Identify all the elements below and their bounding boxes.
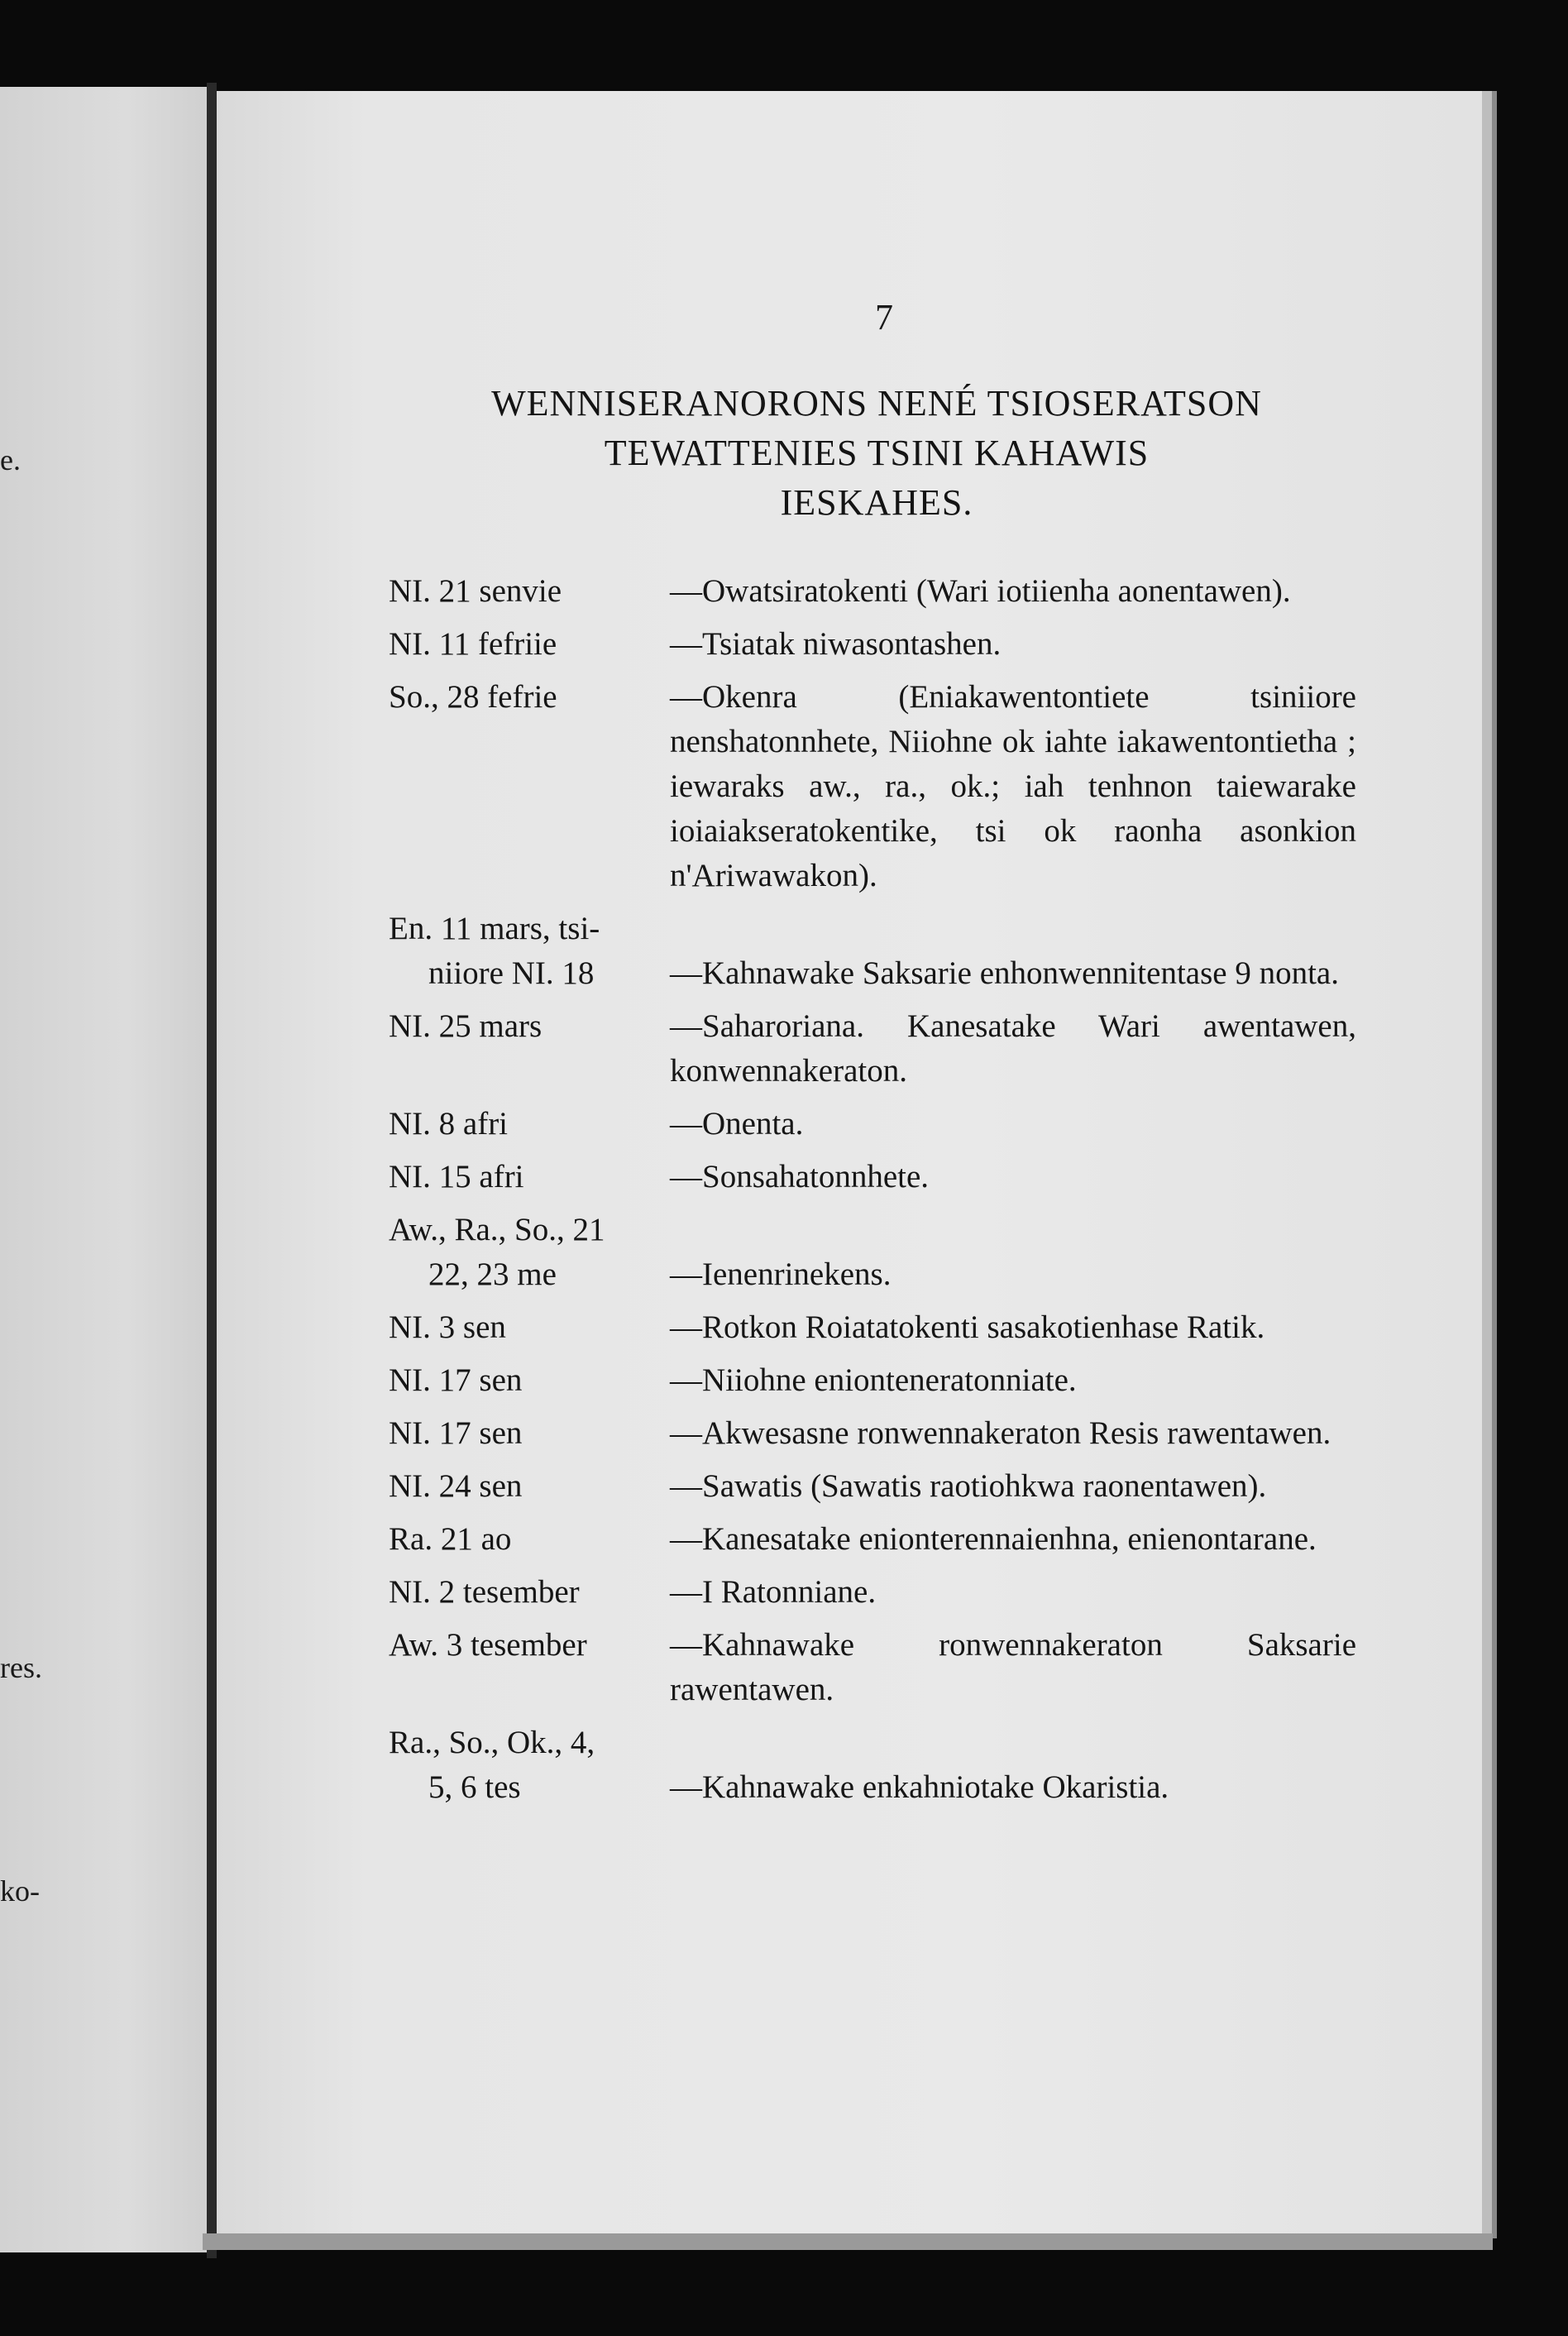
left-page bbox=[0, 87, 214, 2252]
page-number: 7 bbox=[875, 297, 893, 337]
entry-date: Ra. 21 ao bbox=[389, 1521, 512, 1557]
entry-date: NI. 2 tesember bbox=[389, 1574, 580, 1610]
calendar-entry bbox=[389, 907, 1356, 996]
entry-date: NI. 21 senvie bbox=[389, 573, 562, 609]
entry-date: NI. 25 mars bbox=[389, 1008, 543, 1044]
calendar-entry bbox=[389, 1517, 1356, 1562]
title-line: IESKAHES. bbox=[780, 482, 973, 523]
entry-description: —Niiohne enionteneratonniate. bbox=[670, 1362, 1077, 1398]
entry-date: NI. 11 fefriie bbox=[389, 626, 557, 662]
entry-date-line: Ra., So., Ok., 4, bbox=[389, 1725, 595, 1760]
entry-description: —Okenra (Eniakawentontiete tsiniiore nenshatonnhete, Niiohne ok iahte iakawentontietha ; iewaraks aw., ra., ok.; iah tenhnon taiewarake ioiaiakseratokentike, tsi ok raonha asonkion n'Ariwawakon). bbox=[670, 679, 1356, 893]
calendar-entry bbox=[389, 1102, 1356, 1146]
entry-description: —Saharoriana. Kanesatake Wari awentawen, konwennakeraton. bbox=[670, 1008, 1356, 1089]
left-page-fragment: e. bbox=[0, 443, 21, 476]
entry-description: —Onenta. bbox=[670, 1106, 804, 1142]
title-line: TEWATTENIES TSINI KAHAWIS bbox=[604, 433, 1150, 473]
entry-description: —Tsiatak niwasontashen. bbox=[670, 626, 1002, 662]
entry-date: NI. 3 sen bbox=[389, 1309, 506, 1345]
calendar-entry bbox=[389, 1305, 1356, 1350]
calendar-entry bbox=[389, 1208, 1356, 1297]
calendar-entry bbox=[389, 622, 1356, 667]
calendar-entry bbox=[389, 569, 1356, 614]
entry-description: —Ienenrinekens. bbox=[670, 1257, 892, 1292]
calendar-entry bbox=[389, 1155, 1356, 1199]
calendar-entry bbox=[389, 1004, 1356, 1094]
entry-date-line: Aw., Ra., So., 21 bbox=[389, 1212, 605, 1247]
entry-description: —Sonsahatonnhete. bbox=[670, 1159, 930, 1194]
entry-date-line: 5, 6 tes bbox=[428, 1769, 521, 1805]
calendar-entry bbox=[389, 1623, 1356, 1712]
entry-description: —Rotkon Roiatatokenti sasakotienhase Ratik. bbox=[670, 1309, 1265, 1345]
left-page-fragment: ko- bbox=[0, 1874, 40, 1908]
entry-date: NI. 8 afri bbox=[389, 1106, 509, 1142]
calendar-entry bbox=[389, 1570, 1356, 1615]
entry-description: —Kahnawake ronwennakeraton Saksarie rawentawen. bbox=[670, 1627, 1356, 1707]
entry-date: NI. 17 sen bbox=[389, 1415, 523, 1451]
entry-date: So., 28 fefrie bbox=[389, 679, 557, 715]
calendar-entry bbox=[389, 1411, 1356, 1456]
entry-description: —Kahnawake Saksarie enhonwennitentase 9 nonta. bbox=[670, 955, 1339, 991]
calendar-entry bbox=[389, 1721, 1356, 1810]
page-bottom-edge bbox=[203, 2233, 1493, 2250]
entry-date: Aw. 3 tesember bbox=[389, 1627, 587, 1663]
entry-description: —Sawatis (Sawatis raotiohkwa raonentawen). bbox=[670, 1468, 1267, 1504]
entry-date bbox=[389, 1208, 670, 1297]
entry-description: —Akwesasne ronwennakeraton Resis rawentawen. bbox=[670, 1415, 1331, 1451]
title-line: WENNISERANORONS NENÉ TSIOSERATSON bbox=[491, 383, 1262, 424]
entry-date bbox=[389, 1721, 670, 1810]
entry-date: NI. 24 sen bbox=[389, 1468, 523, 1504]
book-spine bbox=[207, 83, 217, 2258]
page-title bbox=[389, 379, 1365, 528]
entry-description: —I Ratonniane. bbox=[670, 1574, 877, 1610]
entry-date: NI. 17 sen bbox=[389, 1362, 523, 1398]
left-page-fragment: res. bbox=[0, 1651, 42, 1684]
calendar-entry bbox=[389, 675, 1356, 898]
entry-description: —Kanesatake enionterennaienhna, enienontarane. bbox=[670, 1521, 1317, 1557]
entry-date bbox=[389, 907, 670, 996]
entry-description: —Owatsiratokenti (Wari iotiienha aonentawen). bbox=[670, 573, 1291, 609]
entry-date: NI. 15 afri bbox=[389, 1159, 524, 1194]
calendar-entry bbox=[389, 1358, 1356, 1403]
entry-date-line: 22, 23 me bbox=[428, 1257, 557, 1292]
calendar-entry bbox=[389, 1464, 1356, 1509]
entry-date-line: niiore NI. 18 bbox=[428, 955, 595, 991]
calendar-entries bbox=[389, 569, 1356, 1818]
entry-description: —Kahnawake enkahniotake Okaristia. bbox=[670, 1769, 1169, 1805]
entry-date-line: En. 11 mars, tsi- bbox=[389, 911, 600, 946]
